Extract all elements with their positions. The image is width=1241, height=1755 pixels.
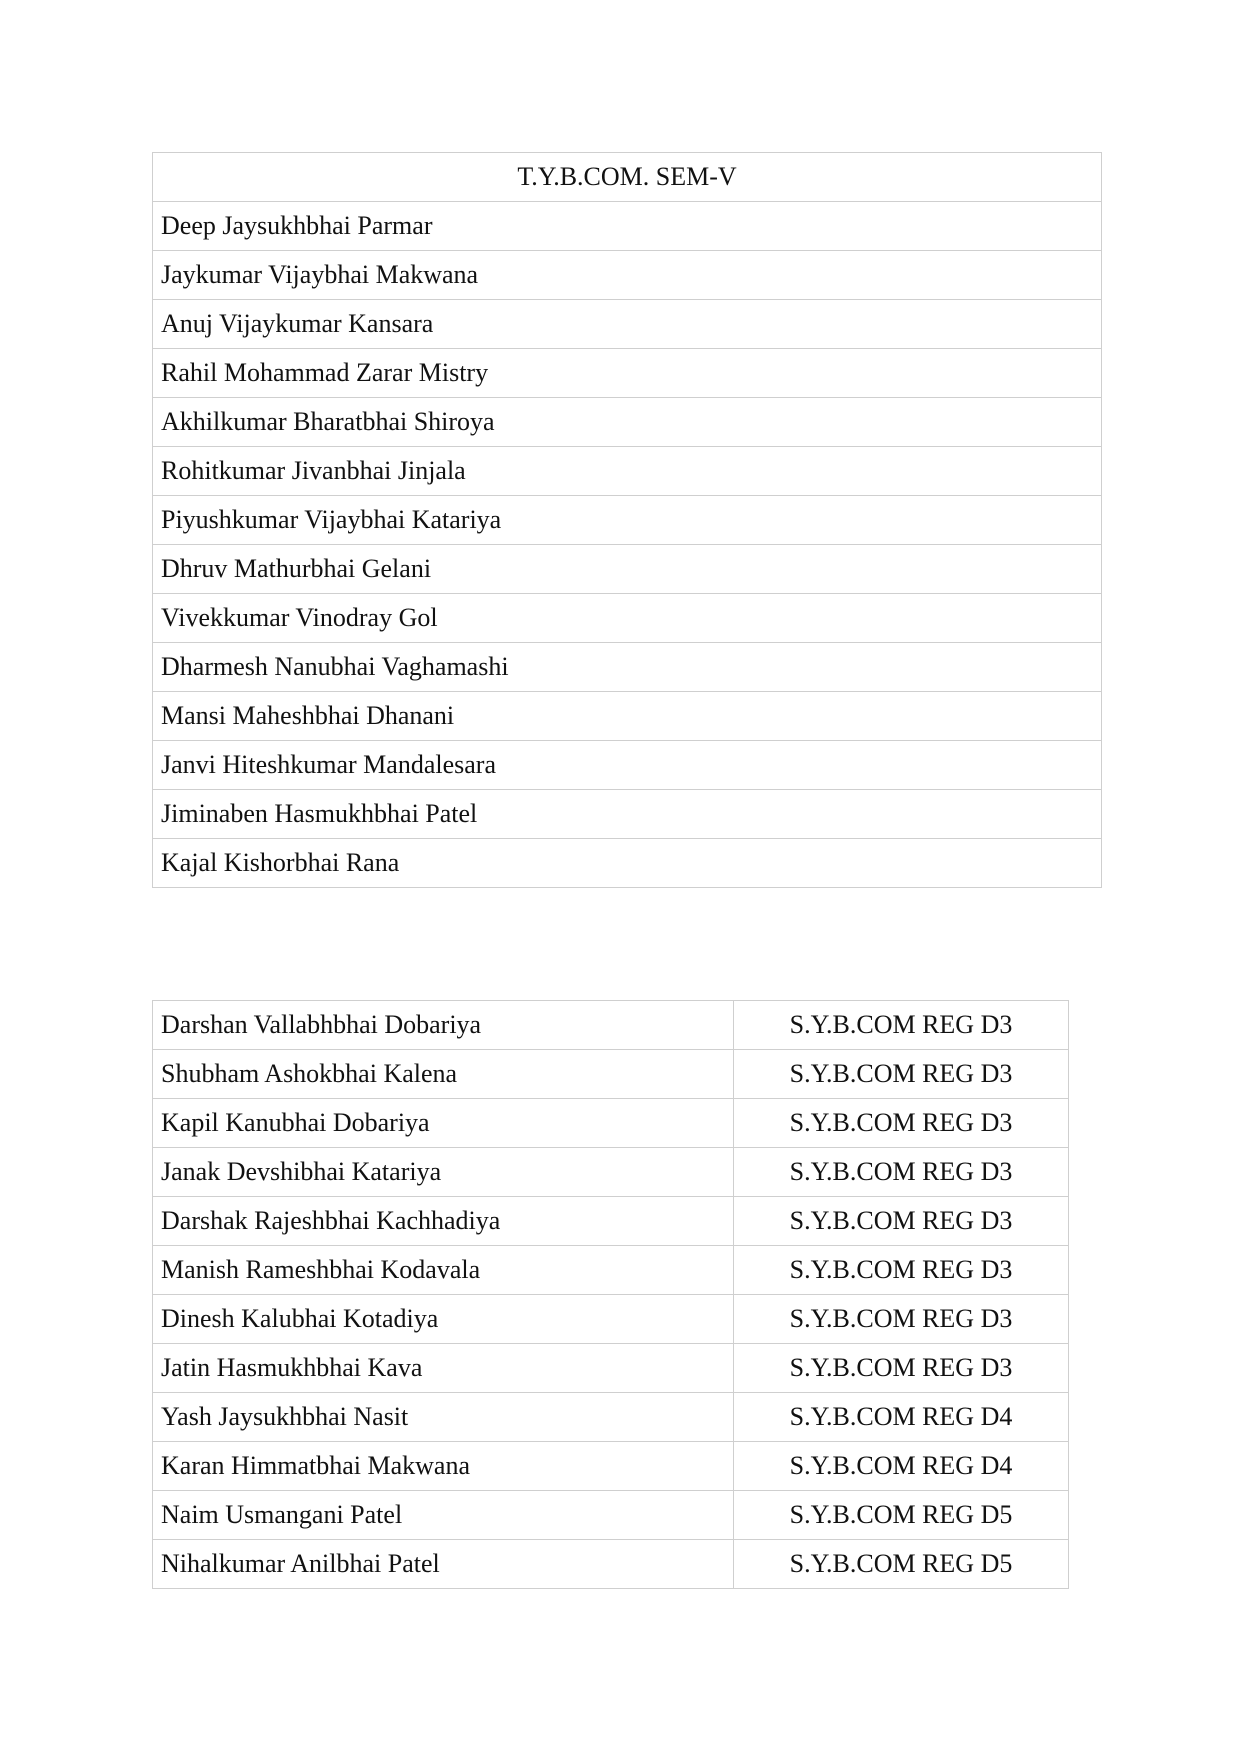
table-row [153,741,1102,790]
table-row [153,1442,1069,1491]
student-name: Jiminaben Hasmukhbhai Patel [153,790,1102,839]
student-name: Dharmesh Nanubhai Vaghamashi [153,643,1102,692]
table-row [153,349,1102,398]
student-name: Yash Jaysukhbhai Nasit [153,1393,734,1442]
student-name: Rahil Mohammad Zarar Mistry [153,349,1102,398]
student-name: Naim Usmangani Patel [153,1491,734,1540]
student-class: S.Y.B.COM REG D5 [734,1540,1069,1589]
student-name: Akhilkumar Bharatbhai Shiroya [153,398,1102,447]
table-row [153,839,1102,888]
sy-bcom-students-table [152,1000,1069,1589]
student-name: Rohitkumar Jivanbhai Jinjala [153,447,1102,496]
student-name: Shubham Ashokbhai Kalena [153,1050,734,1099]
student-class: S.Y.B.COM REG D3 [734,1246,1069,1295]
table-row [153,251,1102,300]
student-name: Vivekkumar Vinodray Gol [153,594,1102,643]
table-row [153,1050,1069,1099]
ty-bcom-sem-v-table [152,152,1102,888]
table-row [153,1246,1069,1295]
table-row [153,1295,1069,1344]
table-row [153,496,1102,545]
student-name: Mansi Maheshbhai Dhanani [153,692,1102,741]
table-row [153,594,1102,643]
table-row [153,692,1102,741]
table-row [153,1393,1069,1442]
table-row [153,1344,1069,1393]
student-class: S.Y.B.COM REG D4 [734,1442,1069,1491]
student-name: Dinesh Kalubhai Kotadiya [153,1295,734,1344]
table-row [153,643,1102,692]
table-row [153,300,1102,349]
student-name: Anuj Vijaykumar Kansara [153,300,1102,349]
student-name: Janvi Hiteshkumar Mandalesara [153,741,1102,790]
table-row [153,1148,1069,1197]
student-name: Janak Devshibhai Katariya [153,1148,734,1197]
student-class: S.Y.B.COM REG D3 [734,1001,1069,1050]
student-name: Manish Rameshbhai Kodavala [153,1246,734,1295]
student-name: Kajal Kishorbhai Rana [153,839,1102,888]
table-row [153,1540,1069,1589]
student-name: Piyushkumar Vijaybhai Katariya [153,496,1102,545]
table-row [153,790,1102,839]
student-class: S.Y.B.COM REG D4 [734,1393,1069,1442]
student-name: Karan Himmatbhai Makwana [153,1442,734,1491]
table-row [153,1491,1069,1540]
student-name: Nihalkumar Anilbhai Patel [153,1540,734,1589]
table-row [153,202,1102,251]
student-class: S.Y.B.COM REG D3 [734,1295,1069,1344]
student-class: S.Y.B.COM REG D3 [734,1344,1069,1393]
table-row [153,545,1102,594]
student-name: Deep Jaysukhbhai Parmar [153,202,1102,251]
student-name: Darshak Rajeshbhai Kachhadiya [153,1197,734,1246]
student-class: S.Y.B.COM REG D3 [734,1099,1069,1148]
table-row [153,1197,1069,1246]
student-class: S.Y.B.COM REG D3 [734,1050,1069,1099]
student-name: Jaykumar Vijaybhai Makwana [153,251,1102,300]
table-row [153,447,1102,496]
table-header-row [153,153,1102,202]
table-title: T.Y.B.COM. SEM-V [153,153,1102,202]
student-class: S.Y.B.COM REG D3 [734,1148,1069,1197]
student-class: S.Y.B.COM REG D5 [734,1491,1069,1540]
student-name: Dhruv Mathurbhai Gelani [153,545,1102,594]
table-row [153,398,1102,447]
table-row [153,1099,1069,1148]
student-name: Darshan Vallabhbhai Dobariya [153,1001,734,1050]
student-name: Jatin Hasmukhbhai Kava [153,1344,734,1393]
table-row [153,1001,1069,1050]
student-name: Kapil Kanubhai Dobariya [153,1099,734,1148]
student-class: S.Y.B.COM REG D3 [734,1197,1069,1246]
